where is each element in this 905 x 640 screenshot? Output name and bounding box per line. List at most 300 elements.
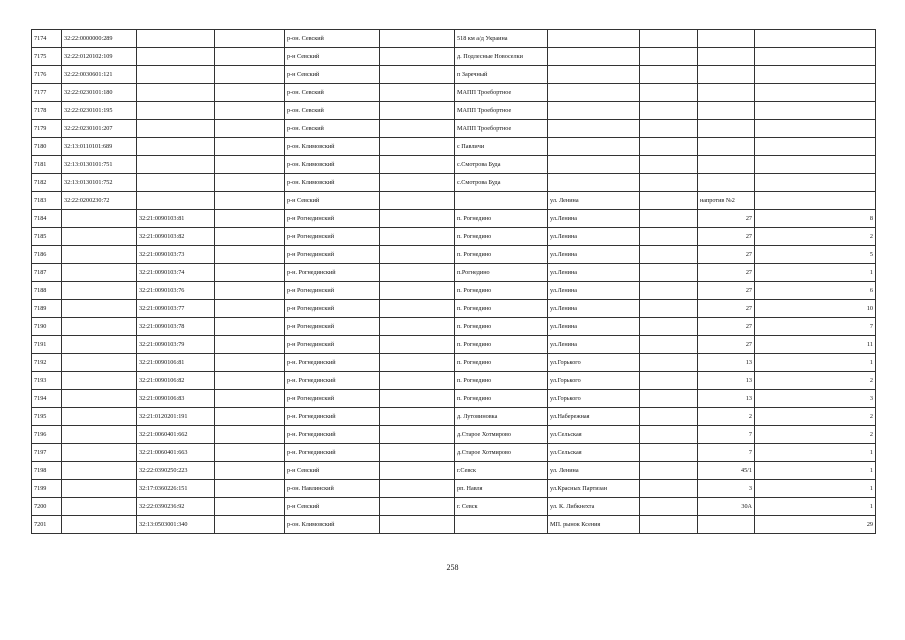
district-cell: р-он. Севский [285,120,380,138]
house-number-cell [698,120,755,138]
street-cell: ул.Горького [548,354,640,372]
cadastral-number-a-cell: 32:13:0130101:751 [62,156,137,174]
street-cell: МП. рынок Ксения [548,516,640,534]
table-row [32,462,876,480]
settlement-cell [455,516,548,534]
street-cell: ул. Ленина [548,192,640,210]
settlement-cell: п. Рогнедино [455,354,548,372]
row-number-cell: 7184 [32,210,62,228]
cadastral-number-a-cell [62,282,137,300]
house-number-cell: 13 [698,372,755,390]
cadastral-number-a-cell [62,462,137,480]
blank-col-2-cell [380,408,455,426]
house-number-cell: 30А [698,498,755,516]
registry-table-body [32,30,876,534]
cadastral-number-b-cell [137,174,215,192]
row-number-cell: 7194 [32,390,62,408]
street-cell: ул.Ленина [548,318,640,336]
table-row [32,228,876,246]
district-cell: р-н Севский [285,66,380,84]
street-cell: ул.Ленина [548,300,640,318]
blank-col-cell [215,318,285,336]
table-row [32,390,876,408]
settlement-cell: п. Рогнедино [455,210,548,228]
cadastral-number-b-cell: 32:22:0390250:223 [137,462,215,480]
blank-col-cell [215,66,285,84]
unit-number-cell: 2 [755,408,876,426]
blank-col-cell [215,174,285,192]
unit-number-cell [755,48,876,66]
blank-col-cell [215,138,285,156]
blank-col-cell [215,408,285,426]
row-number-cell: 7188 [32,282,62,300]
cadastral-number-b-cell [137,120,215,138]
unit-number-cell [755,84,876,102]
blank-col-cell [215,480,285,498]
cadastral-number-a-cell [62,210,137,228]
blank-col-3-cell [640,480,698,498]
blank-col-cell [215,516,285,534]
table-row [32,156,876,174]
table-row [32,318,876,336]
street-cell [548,48,640,66]
blank-col-2-cell [380,210,455,228]
house-number-cell [698,138,755,156]
cadastral-number-a-cell: 32:22:0200230:72 [62,192,137,210]
blank-col-3-cell [640,228,698,246]
cadastral-number-b-cell: 32:21:0090106:83 [137,390,215,408]
house-number-cell: 27 [698,318,755,336]
house-number-cell: 27 [698,282,755,300]
blank-col-3-cell [640,102,698,120]
table-row [32,282,876,300]
row-number-cell: 7180 [32,138,62,156]
unit-number-cell: 2 [755,228,876,246]
street-cell: ул.Ленина [548,336,640,354]
blank-col-3-cell [640,138,698,156]
district-cell: р-н Рогнединский [285,336,380,354]
table-row [32,498,876,516]
blank-col-3-cell [640,120,698,138]
blank-col-3-cell [640,30,698,48]
street-cell [548,84,640,102]
settlement-cell: г.Севск [455,462,548,480]
street-cell: ул.Красных Партизан [548,480,640,498]
row-number-cell: 7198 [32,462,62,480]
table-row [32,372,876,390]
cadastral-number-a-cell [62,246,137,264]
cadastral-number-b-cell [137,192,215,210]
blank-col-cell [215,390,285,408]
blank-col-2-cell [380,318,455,336]
row-number-cell: 7193 [32,372,62,390]
cadastral-number-a-cell [62,516,137,534]
blank-col-2-cell [380,246,455,264]
row-number-cell: 7190 [32,318,62,336]
district-cell: р-н. Рогнединский [285,408,380,426]
table-row [32,246,876,264]
cadastral-number-a-cell: 32:22:0030601:121 [62,66,137,84]
house-number-cell: 7 [698,426,755,444]
street-cell: ул.Сельская [548,426,640,444]
district-cell: р-он. Климовский [285,138,380,156]
settlement-cell: д. Лутовиновка [455,408,548,426]
blank-col-3-cell [640,246,698,264]
blank-col-2-cell [380,300,455,318]
unit-number-cell: 1 [755,480,876,498]
house-number-cell [698,48,755,66]
table-row [32,444,876,462]
district-cell: р-н. Рогнединский [285,372,380,390]
row-number-cell: 7195 [32,408,62,426]
house-number-cell: 27 [698,228,755,246]
district-cell: р-он. Климовский [285,156,380,174]
table-row [32,48,876,66]
cadastral-number-a-cell [62,336,137,354]
cadastral-number-b-cell: 32:22:0390236:92 [137,498,215,516]
settlement-cell: п. Рогнедино [455,300,548,318]
district-cell: р-н Рогнединский [285,246,380,264]
row-number-cell: 7179 [32,120,62,138]
row-number-cell: 7189 [32,300,62,318]
house-number-cell [698,30,755,48]
blank-col-3-cell [640,372,698,390]
cadastral-number-a-cell [62,318,137,336]
row-number-cell: 7192 [32,354,62,372]
blank-col-cell [215,300,285,318]
blank-col-2-cell [380,372,455,390]
unit-number-cell [755,30,876,48]
street-cell: ул.Горького [548,390,640,408]
house-number-cell: 7 [698,444,755,462]
settlement-cell: п. Рогнедино [455,282,548,300]
settlement-cell: 518 км а/д Украина [455,30,548,48]
cadastral-number-a-cell: 32:22:0230101:195 [62,102,137,120]
district-cell: р-н Севский [285,498,380,516]
unit-number-cell [755,192,876,210]
blank-col-2-cell [380,498,455,516]
house-number-cell: 27 [698,336,755,354]
house-number-cell [698,102,755,120]
district-cell: р-н. Рогнединский [285,444,380,462]
unit-number-cell: 1 [755,264,876,282]
street-cell [548,174,640,192]
row-number-cell: 7186 [32,246,62,264]
district-cell: р-н Рогнединский [285,318,380,336]
cadastral-number-b-cell: 32:21:0090103:81 [137,210,215,228]
blank-col-2-cell [380,264,455,282]
row-number-cell: 7175 [32,48,62,66]
row-number-cell: 7178 [32,102,62,120]
blank-col-2-cell [380,480,455,498]
row-number-cell: 7185 [32,228,62,246]
cadastral-number-b-cell [137,84,215,102]
unit-number-cell [755,138,876,156]
street-cell: ул.Набережная [548,408,640,426]
row-number-cell: 7181 [32,156,62,174]
house-number-cell [698,66,755,84]
blank-col-cell [215,354,285,372]
house-number-cell [698,174,755,192]
row-number-cell: 7174 [32,30,62,48]
district-cell: р-он. Навлинский [285,480,380,498]
blank-col-3-cell [640,282,698,300]
street-cell [548,120,640,138]
blank-col-3-cell [640,516,698,534]
blank-col-cell [215,84,285,102]
cadastral-number-b-cell [137,30,215,48]
blank-col-2-cell [380,228,455,246]
cadastral-number-a-cell: 32:22:0000000:289 [62,30,137,48]
house-number-cell [698,516,755,534]
blank-col-3-cell [640,318,698,336]
unit-number-cell [755,102,876,120]
blank-col-cell [215,462,285,480]
district-cell: р-н Рогнединский [285,228,380,246]
settlement-cell: д. Подлесные Новоселки [455,48,548,66]
street-cell [548,138,640,156]
settlement-cell: п Заречный [455,66,548,84]
unit-number-cell: 2 [755,372,876,390]
cadastral-number-b-cell [137,66,215,84]
street-cell: ул.Горького [548,372,640,390]
table-row [32,354,876,372]
cadastral-number-b-cell: 32:21:0090103:82 [137,228,215,246]
house-number-cell: 13 [698,390,755,408]
blank-col-3-cell [640,84,698,102]
street-cell: ул.Ленина [548,264,640,282]
blank-col-cell [215,246,285,264]
district-cell: р-н Севский [285,48,380,66]
page-number: 258 [446,563,459,572]
table-row [32,66,876,84]
blank-col-3-cell [640,300,698,318]
cadastral-number-b-cell [137,138,215,156]
blank-col-3-cell [640,66,698,84]
cadastral-number-b-cell: 32:21:0090103:73 [137,246,215,264]
unit-number-cell: 1 [755,498,876,516]
settlement-cell: п. Рогнедино [455,390,548,408]
cadastral-number-a-cell [62,354,137,372]
blank-col-cell [215,498,285,516]
street-cell [548,156,640,174]
table-row [32,336,876,354]
unit-number-cell: 5 [755,246,876,264]
settlement-cell: г. Севск [455,498,548,516]
blank-col-cell [215,282,285,300]
unit-number-cell [755,174,876,192]
row-number-cell: 7176 [32,66,62,84]
settlement-cell: МАПП Троебортное [455,102,548,120]
blank-col-2-cell [380,336,455,354]
table-row [32,264,876,282]
district-cell: р-н. Рогнединский [285,354,380,372]
blank-col-cell [215,102,285,120]
street-cell: ул.Ленина [548,282,640,300]
cadastral-number-b-cell [137,48,215,66]
house-number-cell: 2 [698,408,755,426]
blank-col-3-cell [640,156,698,174]
house-number-cell: напротив №2 [698,192,755,210]
cadastral-number-b-cell: 32:13:0503001:340 [137,516,215,534]
blank-col-2-cell [380,516,455,534]
blank-col-cell [215,48,285,66]
house-number-cell: 13 [698,354,755,372]
settlement-cell: с.Смотрова Буда [455,174,548,192]
blank-col-2-cell [380,156,455,174]
settlement-cell: п. Рогнедино [455,372,548,390]
blank-col-3-cell [640,210,698,228]
unit-number-cell: 1 [755,462,876,480]
cadastral-number-a-cell: 32:22:0120102:109 [62,48,137,66]
blank-col-3-cell [640,354,698,372]
blank-col-cell [215,156,285,174]
house-number-cell: 27 [698,264,755,282]
unit-number-cell [755,66,876,84]
unit-number-cell: 8 [755,210,876,228]
unit-number-cell: 1 [755,444,876,462]
blank-col-2-cell [380,84,455,102]
district-cell: р-н. Рогнединский [285,426,380,444]
district-cell: р-н. Рогнединский [285,264,380,282]
blank-col-2-cell [380,30,455,48]
row-number-cell: 7187 [32,264,62,282]
registry-table [31,29,876,534]
district-cell: р-он. Севский [285,30,380,48]
blank-col-3-cell [640,426,698,444]
cadastral-number-b-cell: 32:21:0090106:81 [137,354,215,372]
blank-col-2-cell [380,282,455,300]
row-number-cell: 7182 [32,174,62,192]
blank-col-2-cell [380,426,455,444]
cadastral-number-a-cell [62,390,137,408]
blank-col-3-cell [640,408,698,426]
settlement-cell: рп. Навля [455,480,548,498]
row-number-cell: 7183 [32,192,62,210]
table-row [32,480,876,498]
cadastral-number-a-cell [62,300,137,318]
cadastral-number-a-cell: 32:22:0230101:180 [62,84,137,102]
cadastral-number-a-cell [62,498,137,516]
street-cell [548,30,640,48]
unit-number-cell: 7 [755,318,876,336]
blank-col-2-cell [380,120,455,138]
cadastral-number-a-cell [62,228,137,246]
cadastral-number-b-cell: 32:21:0090103:79 [137,336,215,354]
district-cell: р-он. Севский [285,102,380,120]
blank-col-3-cell [640,390,698,408]
table-row [32,210,876,228]
street-cell [548,102,640,120]
district-cell: р-н Рогнединский [285,390,380,408]
table-row [32,120,876,138]
unit-number-cell: 1 [755,354,876,372]
blank-col-2-cell [380,444,455,462]
district-cell: р-он. Севский [285,84,380,102]
cadastral-number-a-cell [62,426,137,444]
settlement-cell: МАПП Троебортное [455,120,548,138]
blank-col-cell [215,120,285,138]
row-number-cell: 7196 [32,426,62,444]
cadastral-number-b-cell: 32:21:0060401:663 [137,444,215,462]
blank-col-2-cell [380,354,455,372]
district-cell: р-он. Климовский [285,516,380,534]
district-cell: р-н Севский [285,192,380,210]
house-number-cell: 27 [698,210,755,228]
district-cell: р-н Рогнединский [285,300,380,318]
cadastral-number-a-cell [62,408,137,426]
house-number-cell: 3 [698,480,755,498]
blank-col-3-cell [640,444,698,462]
unit-number-cell: 11 [755,336,876,354]
table-row [32,138,876,156]
district-cell: р-н Рогнединский [285,282,380,300]
blank-col-cell [215,264,285,282]
settlement-cell: п.Рогнедино [455,264,548,282]
settlement-cell [455,192,548,210]
unit-number-cell [755,120,876,138]
house-number-cell: 27 [698,300,755,318]
cadastral-number-a-cell [62,264,137,282]
settlement-cell: п. Рогнедино [455,336,548,354]
district-cell: р-н Севский [285,462,380,480]
blank-col-3-cell [640,174,698,192]
street-cell: ул. Ленина [548,462,640,480]
cadastral-number-a-cell [62,444,137,462]
unit-number-cell: 29 [755,516,876,534]
street-cell: ул.Ленина [548,210,640,228]
cadastral-number-a-cell [62,480,137,498]
settlement-cell: д.Старое Хотмирово [455,444,548,462]
blank-col-3-cell [640,462,698,480]
blank-col-3-cell [640,192,698,210]
cadastral-number-b-cell [137,102,215,120]
cadastral-number-b-cell: 32:21:0120201:191 [137,408,215,426]
street-cell: ул.Сельская [548,444,640,462]
street-cell: ул. К. Либкнехта [548,498,640,516]
blank-col-2-cell [380,174,455,192]
district-cell: р-н Рогнединский [285,210,380,228]
table-row [32,300,876,318]
blank-col-2-cell [380,66,455,84]
cadastral-number-b-cell: 32:17:0360226:151 [137,480,215,498]
house-number-cell [698,156,755,174]
cadastral-number-b-cell: 32:21:0090103:78 [137,318,215,336]
settlement-cell: п. Рогнедино [455,318,548,336]
blank-col-cell [215,210,285,228]
cadastral-number-a-cell: 32:13:0130101:752 [62,174,137,192]
blank-col-cell [215,192,285,210]
blank-col-cell [215,372,285,390]
unit-number-cell: 6 [755,282,876,300]
table-row [32,516,876,534]
table-row [32,30,876,48]
table-row [32,426,876,444]
blank-col-2-cell [380,138,455,156]
street-cell [548,66,640,84]
cadastral-number-a-cell: 32:22:0230101:207 [62,120,137,138]
street-cell: ул.Ленина [548,246,640,264]
row-number-cell: 7199 [32,480,62,498]
blank-col-cell [215,30,285,48]
row-number-cell: 7177 [32,84,62,102]
unit-number-cell: 10 [755,300,876,318]
cadastral-number-b-cell: 32:21:0090103:74 [137,264,215,282]
unit-number-cell [755,156,876,174]
blank-col-cell [215,228,285,246]
cadastral-number-a-cell [62,372,137,390]
blank-col-2-cell [380,102,455,120]
